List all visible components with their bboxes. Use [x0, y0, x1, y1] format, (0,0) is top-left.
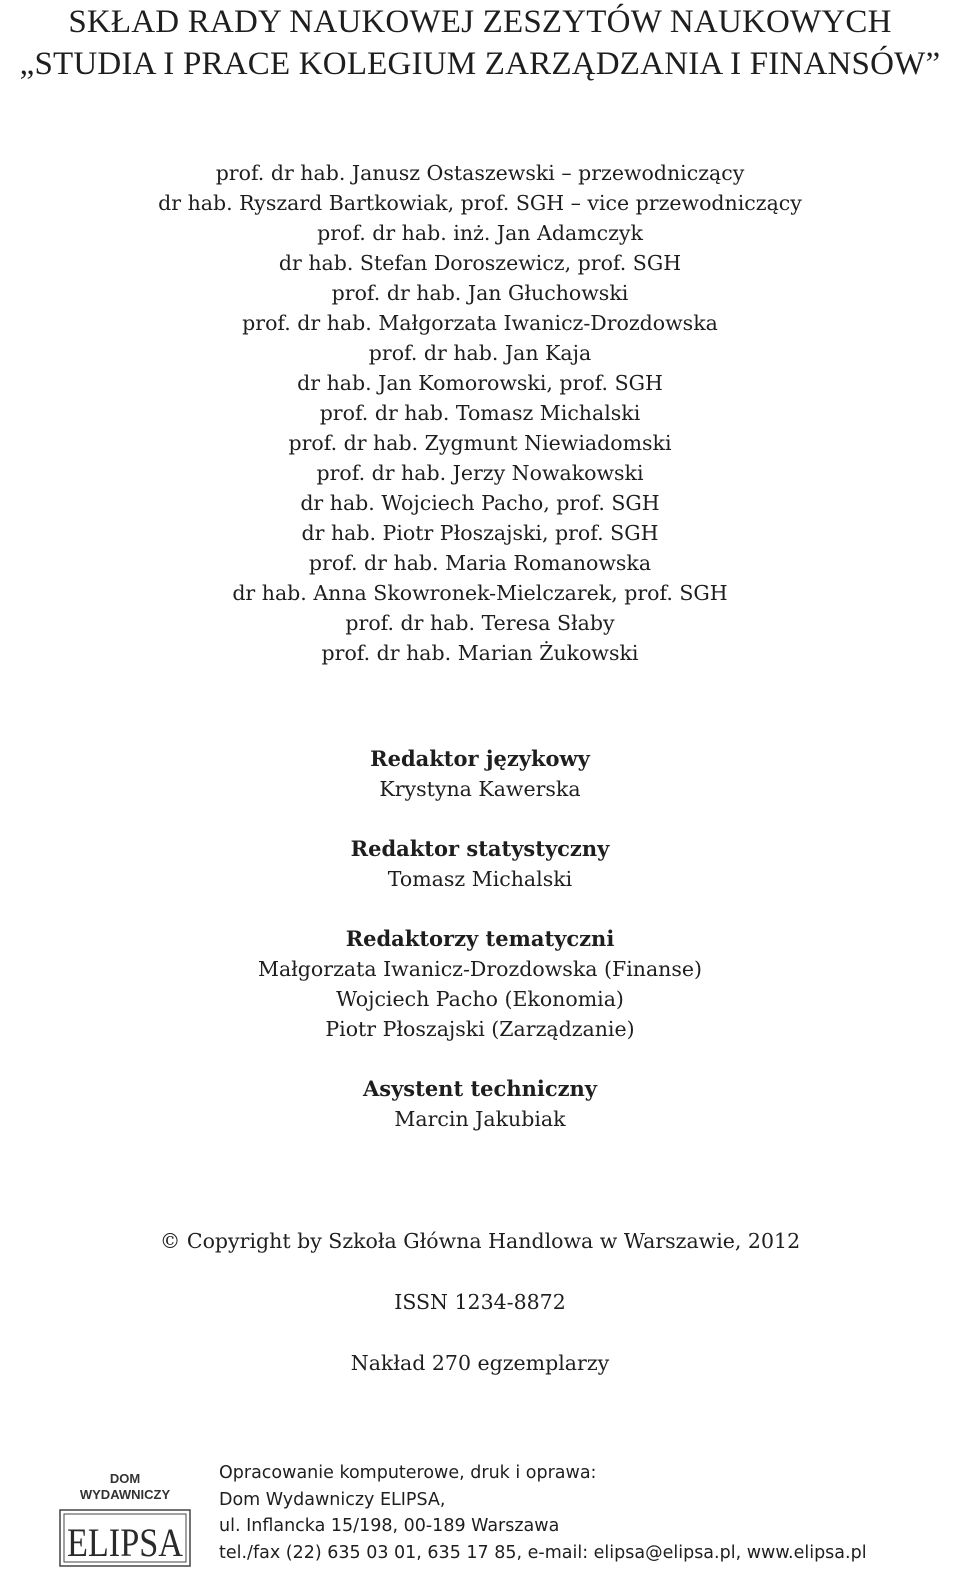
print-run: Nakład 270 egzemplarzy [350, 1351, 610, 1375]
council-member: prof. dr hab. Jerzy Nowakowski [316, 461, 644, 485]
council-member: prof. dr hab. inż. Jan Adamczyk [317, 221, 643, 245]
printer-info-line: Dom Wydawniczy ELIPSA, [219, 1489, 446, 1510]
printer-info [219, 1460, 867, 1566]
thematic-editor-name: Małgorzata Iwanicz-Drozdowska (Finanse) [257, 957, 703, 981]
council-member: prof. dr hab. Janusz Ostaszewski – przewodniczący [215, 161, 745, 185]
thematic-editor-name: Wojciech Pacho (Ekonomia) [336, 987, 624, 1011]
technical-assistant-role: Asystent techniczny [362, 1076, 598, 1101]
thematic-editors-group [0, 924, 960, 1044]
council-member: prof. dr hab. Tomasz Michalski [319, 401, 641, 425]
printer-info-line: ul. Inflancka 15/198, 00-189 Warszawa [219, 1516, 560, 1537]
thematic-editors-role: Redaktorzy tematyczni [345, 926, 615, 951]
statistical-editor-role: Redaktor statystyczny [350, 836, 610, 861]
language-editor-role: Redaktor językowy [370, 746, 590, 771]
language-editor-group [0, 744, 960, 804]
council-member: dr hab. Ryszard Bartkowiak, prof. SGH – vice przewodniczący [158, 191, 802, 215]
statistical-editor-name: Tomasz Michalski [387, 867, 573, 891]
language-editor-name: Krystyna Kawerska [379, 777, 581, 801]
issn-number: ISSN 1234-8872 [394, 1290, 566, 1314]
council-member: prof. dr hab. Małgorzata Iwanicz-Drozdowska [242, 311, 718, 335]
council-member: dr hab. Anna Skowronek-Mielczarek, prof. SGH [232, 581, 728, 605]
statistical-editor-group [0, 834, 960, 894]
printer-info-line: Opracowanie komputerowe, druk i oprawa: [219, 1463, 597, 1483]
title-line-2: „STUDIA I PRACE KOLEGIUM ZARZĄDZANIA I FINANSÓW” [19, 46, 941, 82]
council-members-list [0, 158, 960, 668]
technical-assistant-name: Marcin Jakubiak [394, 1107, 566, 1131]
logo-text-wydawniczy: WYDAWNICZY [79, 1487, 171, 1502]
council-member: dr hab. Stefan Doroszewicz, prof. SGH [278, 251, 682, 275]
council-member: prof. dr hab. Jan Głuchowski [331, 281, 629, 305]
council-member: dr hab. Piotr Płoszajski, prof. SGH [301, 521, 659, 545]
thematic-editor-name: Piotr Płoszajski (Zarządzanie) [325, 1017, 635, 1041]
council-member: prof. dr hab. Zygmunt Niewiadomski [288, 431, 672, 455]
logo-text-elipsa: ELIPSA [67, 1520, 184, 1565]
title-line-1: SKŁAD RADY NAUKOWEJ ZESZYTÓW NAUKOWYCH [68, 4, 892, 40]
technical-assistant-group [0, 1074, 960, 1134]
council-member: prof. dr hab. Teresa Słaby [345, 611, 615, 635]
council-member: prof. dr hab. Maria Romanowska [308, 551, 652, 575]
printer-contact-line: tel./fax (22) 635 03 01, 635 17 85, e-mail: elipsa@elipsa.pl, www.elipsa.pl [219, 1542, 867, 1563]
council-member: prof. dr hab. Marian Żukowski [321, 641, 639, 665]
elipsa-publisher-logo [50, 1470, 200, 1570]
council-member: dr hab. Jan Komorowski, prof. SGH [297, 371, 663, 395]
council-member: dr hab. Wojciech Pacho, prof. SGH [300, 491, 660, 515]
logo-text-dom: DOM [109, 1471, 141, 1486]
council-member: prof. dr hab. Jan Kaja [368, 341, 592, 365]
copyright-notice: © Copyright by Szkoła Główna Handlowa w Warszawie, 2012 [159, 1229, 801, 1253]
editors-section [0, 744, 960, 1164]
